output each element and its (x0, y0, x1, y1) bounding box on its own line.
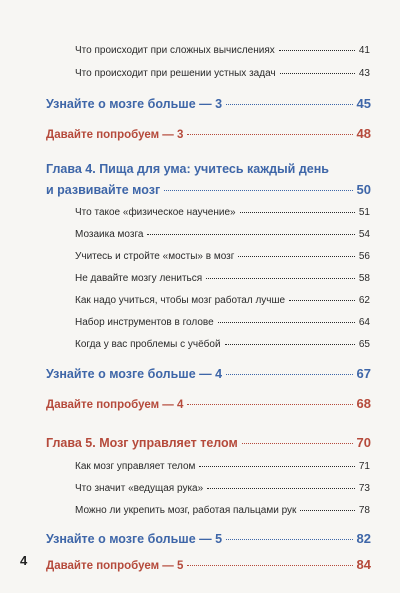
entry-title: Набор инструментов в голове (75, 317, 214, 328)
leader-dots (226, 374, 352, 375)
toc-entry[interactable] (75, 273, 370, 284)
entry-title: Не давайте мозгу лениться (75, 273, 203, 284)
entry-page: 78 (358, 505, 370, 516)
toc-entry[interactable] (75, 339, 370, 350)
toc-entry[interactable] (75, 461, 370, 472)
entry-title: Что происходит при сложных вычислениях (75, 45, 275, 56)
toc-chapter[interactable] (46, 182, 371, 197)
leader-dots (279, 50, 355, 51)
leader-dots (280, 73, 355, 74)
section-title: Давайте попробуем — 5 (46, 560, 184, 572)
leader-dots (226, 104, 352, 105)
entry-page: 71 (358, 461, 370, 472)
entry-title: Как мозг управляет телом (75, 461, 196, 472)
chapter-title: Глава 5. Мозг управляет телом (46, 436, 238, 450)
section-title: Узнайте о мозге больше — 4 (46, 367, 223, 381)
leader-dots (226, 539, 352, 540)
leader-dots (206, 278, 355, 279)
entry-title: Как надо учиться, чтобы мозг работал лучше (75, 295, 286, 306)
section-title: Давайте попробуем — 3 (46, 129, 184, 141)
toc-section-try[interactable] (46, 396, 371, 411)
toc-entry[interactable] (75, 251, 370, 262)
toc-section-try[interactable] (46, 557, 371, 572)
entry-title: Мозаика мозга (75, 229, 144, 240)
leader-dots (289, 300, 355, 301)
leader-dots (147, 234, 354, 235)
page-number: 4 (20, 553, 28, 568)
leader-dots (300, 510, 354, 511)
chapter-title-line2: и развивайте мозг (46, 183, 161, 197)
leader-dots (225, 344, 355, 345)
entry-page: 54 (358, 229, 370, 240)
section-title: Давайте попробуем — 4 (46, 399, 184, 411)
entry-page: 56 (358, 251, 370, 262)
section-title: Узнайте о мозге больше — 3 (46, 97, 223, 111)
toc-entry[interactable] (75, 505, 370, 516)
entry-page: 64 (358, 317, 370, 328)
toc-entry[interactable] (75, 207, 370, 218)
toc-entry[interactable] (75, 483, 370, 494)
toc-section-learn-more[interactable] (46, 531, 371, 546)
leader-dots (218, 322, 355, 323)
leader-dots (238, 256, 354, 257)
entry-title: Что такое «физическое научение» (75, 207, 236, 218)
leader-dots (187, 565, 352, 566)
section-page: 67 (356, 366, 371, 381)
chapter-page: 70 (356, 435, 371, 450)
toc-section-learn-more[interactable] (46, 366, 371, 381)
leader-dots (242, 443, 353, 444)
leader-dots (199, 466, 354, 467)
toc-chapter[interactable] (46, 435, 371, 450)
entry-page: 65 (358, 339, 370, 350)
toc-entry[interactable] (75, 68, 370, 79)
section-page: 68 (356, 396, 371, 411)
toc-section-try[interactable] (46, 126, 371, 141)
entry-page: 62 (358, 295, 370, 306)
leader-dots (187, 404, 352, 405)
toc-entry[interactable] (75, 45, 370, 56)
toc-entry[interactable] (75, 229, 370, 240)
section-page: 84 (356, 557, 371, 572)
leader-dots (207, 488, 355, 489)
entry-page: 51 (358, 207, 370, 218)
entry-title: Можно ли укрепить мозг, работая пальцами рук (75, 505, 297, 516)
entry-page: 73 (358, 483, 370, 494)
toc-section-learn-more[interactable] (46, 96, 371, 111)
section-page: 48 (356, 126, 371, 141)
entry-title: Что происходит при решении устных задач (75, 68, 276, 79)
leader-dots (164, 190, 352, 191)
chapter-page: 50 (356, 182, 371, 197)
entry-title: Когда у вас проблемы с учёбой (75, 339, 221, 350)
entry-page: 41 (358, 45, 370, 56)
entry-page: 43 (358, 68, 370, 79)
section-title: Узнайте о мозге больше — 5 (46, 532, 223, 546)
section-page: 45 (356, 96, 371, 111)
section-page: 82 (356, 531, 371, 546)
entry-title: Учитесь и стройте «мосты» в мозг (75, 251, 235, 262)
entry-page: 58 (358, 273, 370, 284)
toc-entry[interactable] (75, 317, 370, 328)
chapter-title-line1: Глава 4. Пища для ума: учитесь каждый день (46, 162, 329, 176)
leader-dots (240, 212, 355, 213)
toc-entry[interactable] (75, 295, 370, 306)
entry-title: Что значит «ведущая рука» (75, 483, 204, 494)
leader-dots (187, 134, 352, 135)
